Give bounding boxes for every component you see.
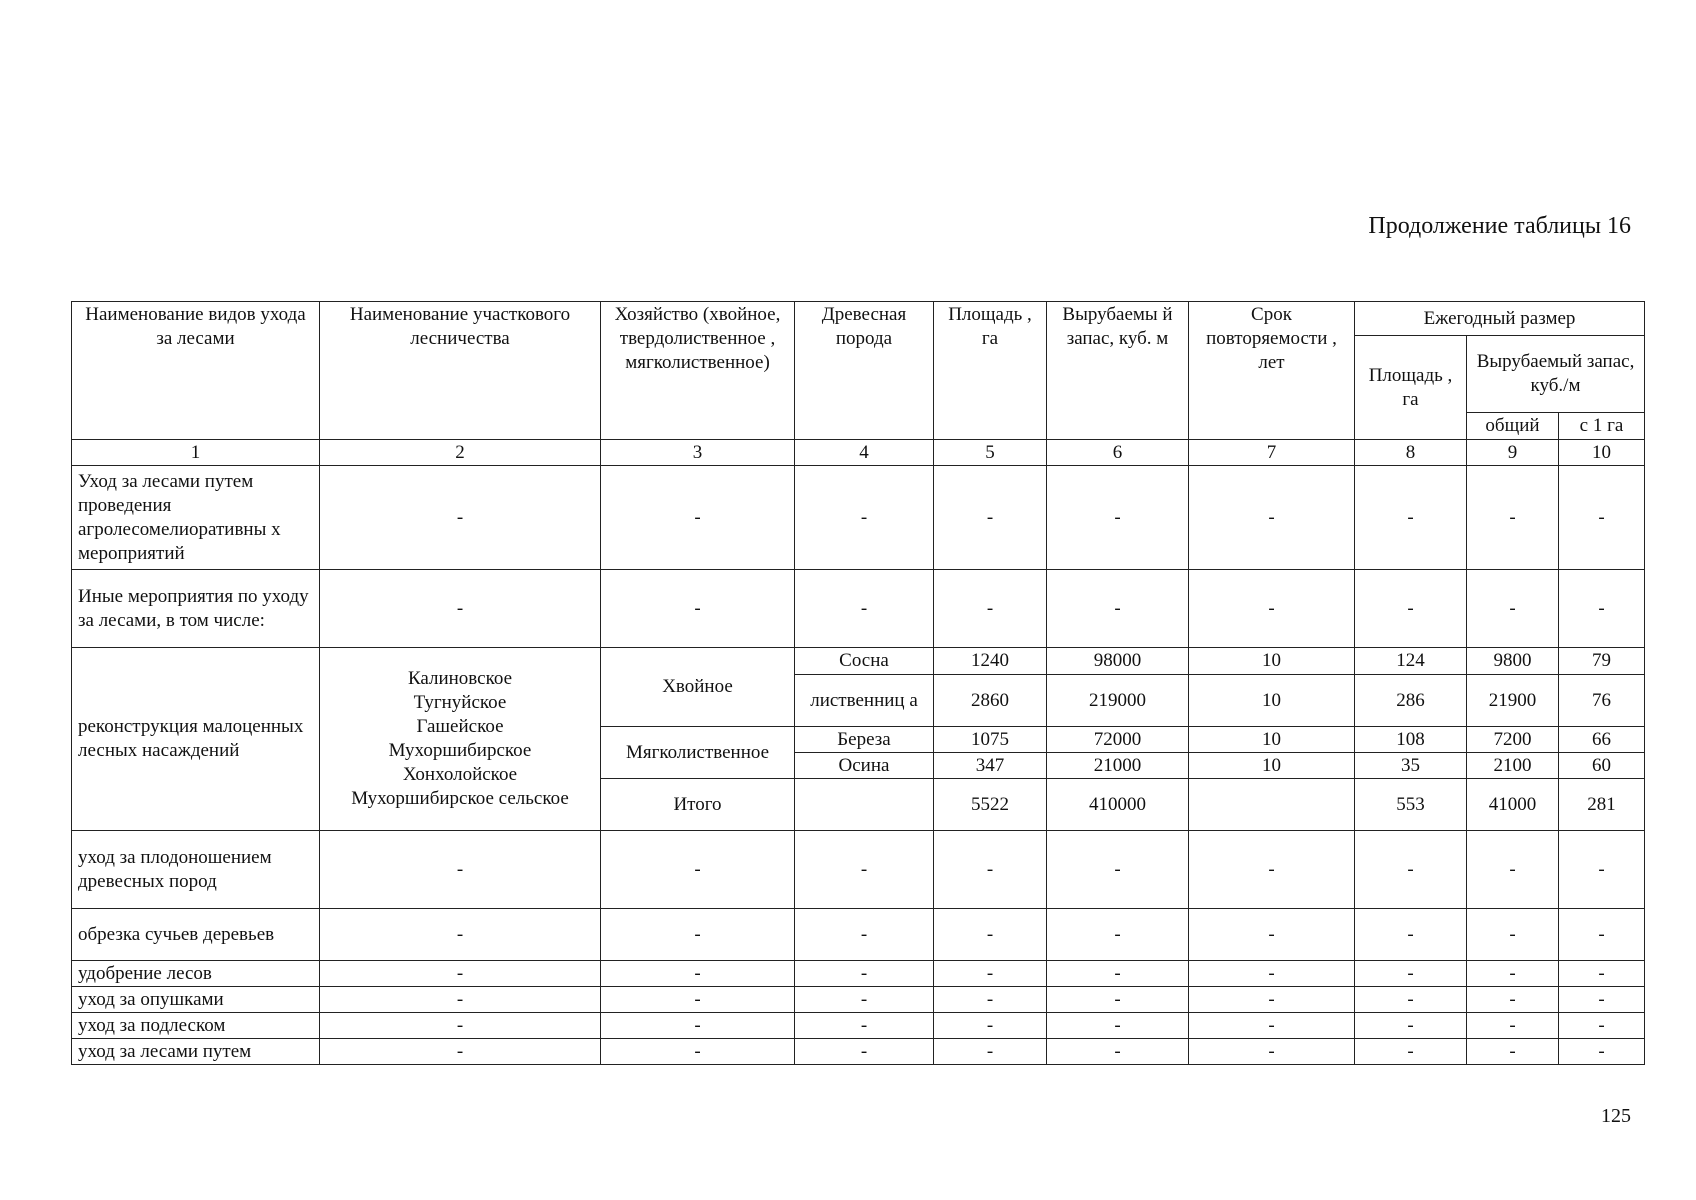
empty-cell: - xyxy=(1355,961,1467,987)
forestry-name: Тугнуйское xyxy=(413,692,507,713)
empty-cell: - xyxy=(1559,570,1645,648)
table-row xyxy=(72,831,1645,909)
total-per-ha: 281 xyxy=(1559,779,1645,831)
table-row xyxy=(72,961,1645,987)
forestry-name: Калиновское xyxy=(407,668,513,689)
empty-cell: - xyxy=(1355,1039,1467,1065)
forestry-name: Мухоршибирское xyxy=(388,740,532,761)
tree-species: Осина xyxy=(795,753,934,779)
period-value: 10 xyxy=(1189,675,1355,727)
empty-cell: - xyxy=(1189,831,1355,909)
header-tree-species: Древесная порода xyxy=(795,302,934,440)
empty-cell: - xyxy=(1559,987,1645,1013)
empty-cell: - xyxy=(1467,909,1559,961)
per-ha-value: 66 xyxy=(1559,727,1645,753)
header-management: Хозяйство (хвойное, твердолиственное , мягколиственное) xyxy=(601,302,795,440)
area-value: 1240 xyxy=(934,648,1047,675)
empty-cell: - xyxy=(1189,961,1355,987)
per-ha-value: 60 xyxy=(1559,753,1645,779)
header-repeat-period: Срок повторяемости , лет xyxy=(1189,302,1355,440)
column-number: 9 xyxy=(1467,440,1559,466)
empty-cell: - xyxy=(1189,1013,1355,1039)
empty-cell: - xyxy=(1559,1013,1645,1039)
empty-cell: - xyxy=(320,909,601,961)
empty-cell: - xyxy=(934,1013,1047,1039)
total-annual-area: 553 xyxy=(1355,779,1467,831)
total-area: 5522 xyxy=(934,779,1047,831)
empty-cell: - xyxy=(795,831,934,909)
header-annual-size: Ежегодный размер xyxy=(1355,302,1645,336)
total-volume: 410000 xyxy=(1047,779,1189,831)
header-harvest-volume: Вырубаемы й запас, куб. м xyxy=(1047,302,1189,440)
empty-cell: - xyxy=(795,909,934,961)
empty-cell: - xyxy=(1467,570,1559,648)
empty-cell: - xyxy=(320,1013,601,1039)
table-row xyxy=(72,1039,1645,1065)
table-row xyxy=(72,570,1645,648)
tree-species: Сосна xyxy=(795,648,934,675)
area-value: 347 xyxy=(934,753,1047,779)
empty-cell: - xyxy=(1047,466,1189,570)
empty-cell: - xyxy=(601,961,795,987)
empty-cell: - xyxy=(934,466,1047,570)
empty-cell: - xyxy=(795,1039,934,1065)
empty-cell: - xyxy=(795,466,934,570)
empty-cell: - xyxy=(795,570,934,648)
table-row xyxy=(72,987,1645,1013)
column-number: 7 xyxy=(1189,440,1355,466)
empty-cell: - xyxy=(795,987,934,1013)
empty-cell: - xyxy=(934,961,1047,987)
annual-area-value: 124 xyxy=(1355,648,1467,675)
per-ha-value: 79 xyxy=(1559,648,1645,675)
column-number: 2 xyxy=(320,440,601,466)
empty-cell: - xyxy=(1047,831,1189,909)
header-annual-area: Площадь , га xyxy=(1355,336,1467,440)
activity-name: уход за подлеском xyxy=(72,1013,320,1039)
header-harvest-total: общий xyxy=(1467,413,1559,440)
column-number: 1 xyxy=(72,440,320,466)
empty-cell: - xyxy=(934,909,1047,961)
empty-cell: - xyxy=(1559,831,1645,909)
period-value: 10 xyxy=(1189,648,1355,675)
empty-cell: - xyxy=(601,1039,795,1065)
empty-cell: - xyxy=(934,570,1047,648)
empty-cell: - xyxy=(1559,466,1645,570)
volume-value: 72000 xyxy=(1047,727,1189,753)
empty-cell: - xyxy=(1047,987,1189,1013)
table-row xyxy=(72,466,1645,570)
header-harvest-per-ha: с 1 га xyxy=(1559,413,1645,440)
empty-cell: - xyxy=(320,961,601,987)
empty-cell: - xyxy=(1189,1039,1355,1065)
empty-cell: - xyxy=(1355,466,1467,570)
activity-name: реконструкция малоценных лесных насаждений xyxy=(72,648,320,831)
empty-cell: - xyxy=(1047,1039,1189,1065)
empty-cell: - xyxy=(1047,1013,1189,1039)
column-number: 8 xyxy=(1355,440,1467,466)
activity-name: уход за опушками xyxy=(72,987,320,1013)
per-ha-value: 76 xyxy=(1559,675,1645,727)
annual-total-value: 2100 xyxy=(1467,753,1559,779)
empty-cell: - xyxy=(934,987,1047,1013)
empty-cell: - xyxy=(795,1013,934,1039)
empty-cell: - xyxy=(601,466,795,570)
empty-cell: - xyxy=(1467,1039,1559,1065)
empty-cell: - xyxy=(320,831,601,909)
annual-total-value: 21900 xyxy=(1467,675,1559,727)
empty-cell xyxy=(795,779,934,831)
area-value: 1075 xyxy=(934,727,1047,753)
header-forestry: Наименование участкового лесничества xyxy=(320,302,601,440)
period-value: 10 xyxy=(1189,753,1355,779)
activity-name: обрезка сучьев деревьев xyxy=(72,909,320,961)
area-value: 2860 xyxy=(934,675,1047,727)
column-number: 4 xyxy=(795,440,934,466)
empty-cell: - xyxy=(1189,987,1355,1013)
empty-cell: - xyxy=(1355,570,1467,648)
total-label: Итого xyxy=(601,779,795,831)
management-type: Хвойное xyxy=(601,648,795,727)
forestry-name: Хонхолойское xyxy=(402,764,518,785)
empty-cell: - xyxy=(1355,831,1467,909)
empty-cell: - xyxy=(601,570,795,648)
volume-value: 219000 xyxy=(1047,675,1189,727)
empty-cell: - xyxy=(1559,909,1645,961)
tree-species: Береза xyxy=(795,727,934,753)
column-number-row xyxy=(72,440,1645,466)
tree-species: лиственниц а xyxy=(795,675,934,727)
activity-name: уход за лесами путем xyxy=(72,1039,320,1065)
empty-cell: - xyxy=(320,1039,601,1065)
annual-total-value: 7200 xyxy=(1467,727,1559,753)
column-number: 3 xyxy=(601,440,795,466)
empty-cell: - xyxy=(934,831,1047,909)
total-annual-total: 41000 xyxy=(1467,779,1559,831)
empty-cell: - xyxy=(1355,1013,1467,1039)
column-number: 6 xyxy=(1047,440,1189,466)
table-caption: Продолжение таблицы 16 xyxy=(1368,213,1631,239)
forestry-list xyxy=(320,648,601,831)
activity-name: Иные мероприятия по уходу за лесами, в том числе: xyxy=(72,570,320,648)
column-number: 5 xyxy=(934,440,1047,466)
forestry-name: Мухоршибирское сельское xyxy=(351,788,569,809)
empty-cell: - xyxy=(601,831,795,909)
empty-cell: - xyxy=(1467,987,1559,1013)
empty-cell: - xyxy=(1047,909,1189,961)
volume-value: 98000 xyxy=(1047,648,1189,675)
annual-total-value: 9800 xyxy=(1467,648,1559,675)
empty-cell: - xyxy=(601,909,795,961)
table-row xyxy=(72,648,1645,675)
forest-care-table xyxy=(71,301,1645,1065)
empty-cell: - xyxy=(1189,570,1355,648)
empty-cell: - xyxy=(1355,987,1467,1013)
period-value: 10 xyxy=(1189,727,1355,753)
empty-cell: - xyxy=(320,570,601,648)
empty-cell: - xyxy=(1467,1013,1559,1039)
column-number: 10 xyxy=(1559,440,1645,466)
empty-cell: - xyxy=(1047,570,1189,648)
empty-cell: - xyxy=(1559,961,1645,987)
management-type: Мягколиственное xyxy=(601,727,795,779)
empty-cell: - xyxy=(601,987,795,1013)
empty-cell: - xyxy=(1047,961,1189,987)
header-row xyxy=(72,302,1645,336)
empty-cell: - xyxy=(1467,831,1559,909)
empty-cell: - xyxy=(601,1013,795,1039)
empty-cell: - xyxy=(795,961,934,987)
header-annual-harvest: Вырубаемый запас, куб./м xyxy=(1467,336,1645,413)
empty-cell: - xyxy=(1355,909,1467,961)
empty-cell: - xyxy=(1467,961,1559,987)
page-number: 125 xyxy=(1601,1105,1631,1127)
empty-cell: - xyxy=(934,1039,1047,1065)
activity-name: уход за плодоношением древесных пород xyxy=(72,831,320,909)
table-row xyxy=(72,909,1645,961)
empty-cell: - xyxy=(320,987,601,1013)
annual-area-value: 108 xyxy=(1355,727,1467,753)
empty-cell: - xyxy=(1189,466,1355,570)
annual-area-value: 286 xyxy=(1355,675,1467,727)
activity-name: Уход за лесами путем проведения агролесомелиоративны х мероприятий xyxy=(72,466,320,570)
empty-cell: - xyxy=(1467,466,1559,570)
annual-area-value: 35 xyxy=(1355,753,1467,779)
empty-cell: - xyxy=(1559,1039,1645,1065)
header-area: Площадь , га xyxy=(934,302,1047,440)
header-activity-type: Наименование видов ухода за лесами xyxy=(72,302,320,440)
empty-cell xyxy=(1189,779,1355,831)
activity-name: удобрение лесов xyxy=(72,961,320,987)
empty-cell: - xyxy=(1189,909,1355,961)
empty-cell: - xyxy=(320,466,601,570)
table-row xyxy=(72,1013,1645,1039)
forestry-name: Гашейское xyxy=(416,716,504,737)
volume-value: 21000 xyxy=(1047,753,1189,779)
